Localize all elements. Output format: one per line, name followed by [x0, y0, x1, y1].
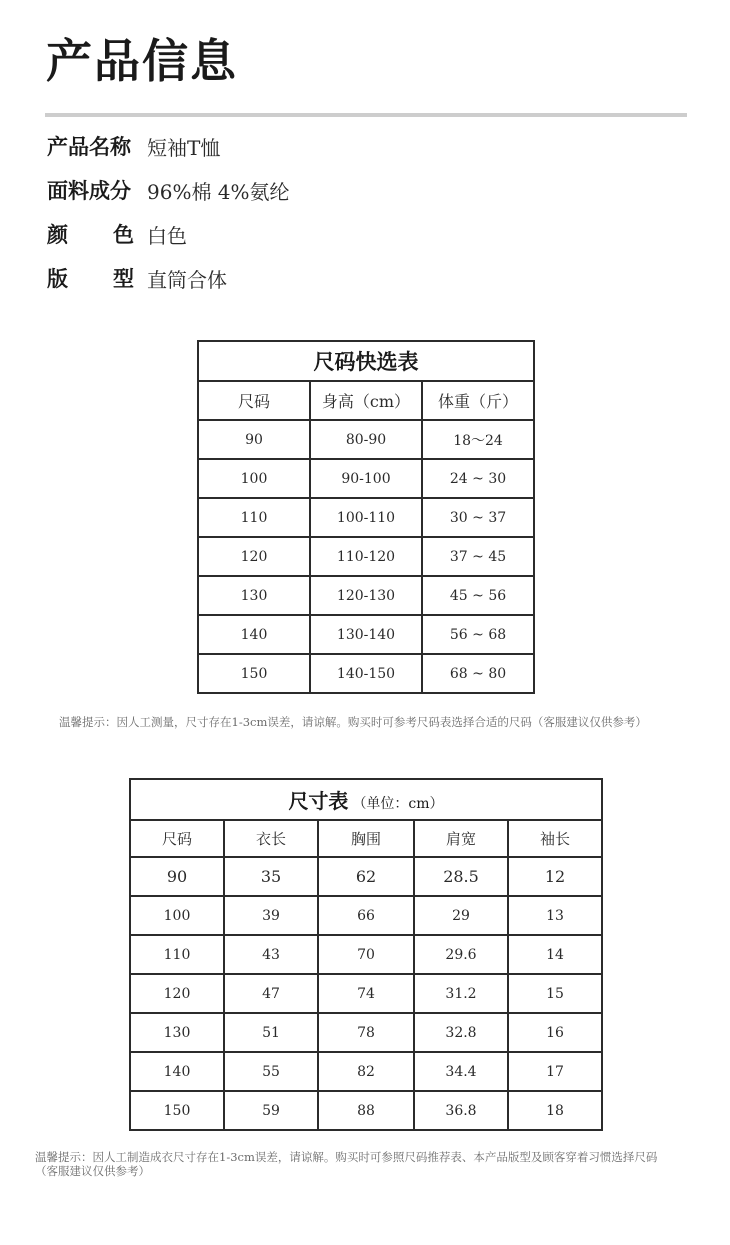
- column-header: 肩宽: [414, 820, 508, 857]
- table-cell: 28.5: [414, 857, 508, 896]
- table-cell: 100: [130, 896, 224, 935]
- info-value: 白色: [147, 223, 187, 248]
- table-row: [198, 576, 534, 615]
- table-cell: 31.2: [414, 974, 508, 1013]
- table-row: [130, 1013, 602, 1052]
- column-header: 尺码: [198, 381, 310, 420]
- column-header: 尺码: [130, 820, 224, 857]
- table-cell: 18～24: [422, 420, 534, 459]
- table-cell: 17: [508, 1052, 602, 1091]
- table-cell: 13: [508, 896, 602, 935]
- table-cell: 12: [508, 857, 602, 896]
- table-row: [130, 1091, 602, 1130]
- info-row-fabric: [47, 174, 290, 206]
- table-cell: 150: [130, 1091, 224, 1130]
- table-cell: 82: [318, 1052, 414, 1091]
- table-cell: 66: [318, 896, 414, 935]
- info-label-char: 版: [47, 267, 68, 291]
- page-title: 产品信息: [46, 34, 238, 88]
- table-cell: 59: [224, 1091, 318, 1130]
- table-row: [130, 896, 602, 935]
- table-cell: 110-120: [310, 537, 422, 576]
- table-cell: 36.8: [414, 1091, 508, 1130]
- table-cell: 37 ~ 45: [422, 537, 534, 576]
- size-chart-note-line: （客服建议仅供参考）: [35, 1164, 150, 1178]
- table-cell: 100-110: [310, 498, 422, 537]
- info-value: 短袖T恤: [147, 135, 221, 160]
- table-cell: 39: [224, 896, 318, 935]
- table-cell: 90-100: [310, 459, 422, 498]
- table-cell: 120-130: [310, 576, 422, 615]
- table-cell: 140-150: [310, 654, 422, 693]
- table-row: [198, 420, 534, 459]
- info-label: 产品名称: [47, 135, 131, 159]
- info-label: [47, 219, 134, 249]
- info-label: [47, 263, 134, 293]
- table-cell: 34.4: [414, 1052, 508, 1091]
- table-cell: 62: [318, 857, 414, 896]
- table-row: [198, 459, 534, 498]
- table-cell: 130: [130, 1013, 224, 1052]
- column-header: 胸围: [318, 820, 414, 857]
- table-cell: 29.6: [414, 935, 508, 974]
- table-cell: 15: [508, 974, 602, 1013]
- table-header-row: [198, 381, 534, 420]
- info-row-fit: [47, 262, 227, 294]
- table-row: [130, 1052, 602, 1091]
- table-cell: 110: [130, 935, 224, 974]
- table-cell: 120: [130, 974, 224, 1013]
- info-row-color: [47, 218, 187, 250]
- table-cell: 24 ~ 30: [422, 459, 534, 498]
- size-chart-unit: （单位：cm）: [352, 796, 444, 812]
- table-cell: 78: [318, 1013, 414, 1052]
- info-row-product-name: [47, 130, 220, 162]
- table-cell: 43: [224, 935, 318, 974]
- table-row: [130, 935, 602, 974]
- info-label-char: 色: [113, 223, 134, 247]
- table-cell: 47: [224, 974, 318, 1013]
- table-row: [130, 857, 602, 896]
- table-header-row: [130, 820, 602, 857]
- column-header: 体重（斤）: [422, 381, 534, 420]
- table-cell: 14: [508, 935, 602, 974]
- table-cell: 32.8: [414, 1013, 508, 1052]
- size-chart-table: [129, 778, 603, 1131]
- quick-size-note: 温馨提示：因人工测量，尺寸存在1-3cm误差，请谅解。购买时可参考尺码表选择合适的尺码（客服建议仅供参考）: [59, 715, 647, 729]
- table-cell: 30 ~ 37: [422, 498, 534, 537]
- table-cell: 35: [224, 857, 318, 896]
- table-row: [198, 615, 534, 654]
- table-cell: 88: [318, 1091, 414, 1130]
- column-header: 衣长: [224, 820, 318, 857]
- info-value: 96%棉 4%氨纶: [147, 179, 290, 204]
- table-cell: 90: [130, 857, 224, 896]
- info-label-char: 型: [113, 267, 134, 291]
- table-cell: 130: [198, 576, 310, 615]
- table-cell: 130-140: [310, 615, 422, 654]
- table-cell: 45 ~ 56: [422, 576, 534, 615]
- table-cell: 90: [198, 420, 310, 459]
- table-cell: 16: [508, 1013, 602, 1052]
- table-cell: 55: [224, 1052, 318, 1091]
- size-chart-note-line: 温馨提示：因人工制造成衣尺寸存在1-3cm误差，请谅解。购买时可参照尺码推荐表、本产品版型及顾客穿着习惯选择尺码: [35, 1150, 658, 1164]
- table-cell: 140: [198, 615, 310, 654]
- table-cell: 140: [130, 1052, 224, 1091]
- table-cell: 150: [198, 654, 310, 693]
- table-cell: 74: [318, 974, 414, 1013]
- size-chart-title-cell: [130, 779, 602, 820]
- info-label: 面料成分: [47, 179, 131, 203]
- quick-size-table: [197, 340, 535, 694]
- table-cell: 70: [318, 935, 414, 974]
- table-row: [130, 974, 602, 1013]
- column-header: 袖长: [508, 820, 602, 857]
- quick-size-table-title: 尺码快选表: [198, 341, 534, 381]
- table-row: [198, 654, 534, 693]
- column-header: 身高（cm）: [310, 381, 422, 420]
- table-cell: 80-90: [310, 420, 422, 459]
- table-cell: 18: [508, 1091, 602, 1130]
- size-chart-note: [35, 1150, 657, 1178]
- info-label-char: 颜: [47, 223, 68, 247]
- table-cell: 120: [198, 537, 310, 576]
- table-cell: 110: [198, 498, 310, 537]
- table-cell: 29: [414, 896, 508, 935]
- size-chart-title: 尺寸表: [288, 789, 349, 813]
- table-row: [198, 498, 534, 537]
- table-cell: 100: [198, 459, 310, 498]
- table-row: [198, 537, 534, 576]
- table-cell: 56 ~ 68: [422, 615, 534, 654]
- info-value: 直筒合体: [147, 267, 227, 292]
- table-cell: 68 ~ 80: [422, 654, 534, 693]
- table-cell: 51: [224, 1013, 318, 1052]
- title-divider: [45, 113, 687, 117]
